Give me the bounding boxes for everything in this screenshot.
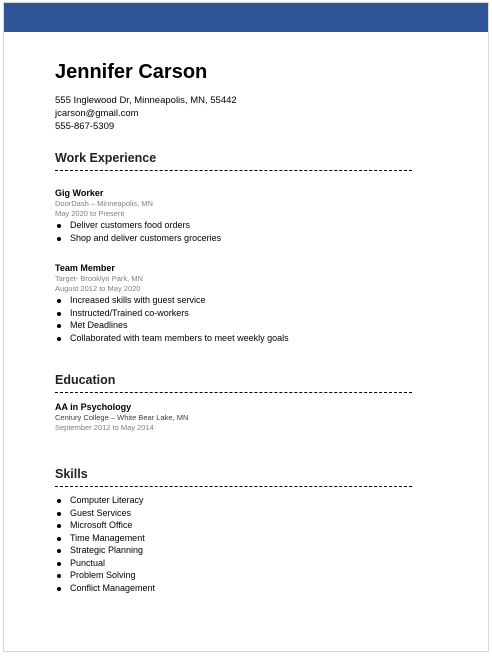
education-dates: September 2012 to May 2014 — [55, 423, 154, 432]
candidate-name: Jennifer Carson — [55, 61, 208, 83]
bullet-icon — [57, 562, 61, 566]
education-title: Education — [55, 373, 116, 387]
list-item — [55, 332, 289, 345]
skills-list-block — [55, 494, 155, 594]
duty-text: Instructed/Trained co-workers — [70, 307, 189, 318]
duty-text: Met Deadlines — [70, 320, 128, 330]
bullet-icon — [57, 224, 61, 228]
school-name: Century College – White Bear Lake, MN — [55, 413, 189, 422]
header-band — [4, 3, 488, 32]
skill-text: Conflict Management — [70, 582, 156, 593]
job-dates: August 2012 to May 2020 — [55, 284, 141, 293]
list-item — [55, 582, 155, 595]
education-section — [55, 373, 412, 393]
bullet-icon — [57, 237, 61, 241]
work-experience-title: Work Experience — [55, 151, 157, 165]
skill-text: Computer Literacy — [70, 495, 144, 505]
job-company: DoorDash – Minneapolis, MN — [55, 199, 153, 208]
bullet-icon — [57, 337, 61, 341]
job-title: Team Member — [55, 263, 115, 273]
bullet-icon — [57, 537, 61, 541]
section-divider — [55, 392, 412, 393]
bullet-icon — [57, 574, 61, 578]
list-item — [55, 319, 289, 332]
skill-text: Time Management — [70, 532, 145, 543]
duty-text: Deliver customers food orders — [70, 220, 191, 230]
duty-text: Shop and deliver customers groceries — [70, 232, 222, 243]
list-item — [55, 232, 221, 245]
list-item — [55, 294, 289, 307]
education-entry — [55, 402, 188, 433]
work-experience-section — [55, 151, 412, 171]
skill-text: Guest Services — [70, 507, 132, 518]
bullet-icon — [57, 524, 61, 528]
job-duties — [55, 294, 289, 344]
bullet-icon — [57, 299, 61, 303]
contact-phone: 555-867-5309 — [55, 121, 115, 132]
job-dates: May 2020 to Present — [55, 209, 125, 218]
list-item — [55, 569, 155, 582]
duty-text: Collaborated with team members to meet weekly goals — [70, 332, 289, 343]
skill-text: Problem Solving — [70, 570, 136, 580]
skills-title: Skills — [55, 467, 88, 481]
list-item — [55, 544, 155, 557]
section-divider — [55, 486, 412, 487]
job-entry — [55, 188, 221, 244]
bullet-icon — [57, 324, 61, 328]
bullet-icon — [57, 512, 61, 516]
job-entry — [55, 263, 289, 344]
job-company: Target- Brooklyn Park, MN — [55, 274, 143, 283]
bullet-icon — [57, 312, 61, 316]
list-item — [55, 532, 155, 545]
section-divider — [55, 170, 412, 171]
bullet-icon — [57, 587, 61, 591]
contact-email: jcarson@gmail.com — [55, 108, 139, 119]
bullet-icon — [57, 499, 61, 503]
job-duties — [55, 219, 221, 244]
bullet-icon — [57, 549, 61, 553]
skills-section — [55, 467, 412, 487]
list-item — [55, 557, 155, 570]
resume-header — [55, 60, 237, 133]
list-item — [55, 219, 221, 232]
list-item — [55, 494, 155, 507]
skills-list — [55, 494, 155, 594]
list-item — [55, 307, 289, 320]
duty-text: Increased skills with guest service — [70, 295, 206, 305]
skill-text: Strategic Planning — [70, 545, 144, 555]
list-item — [55, 519, 155, 532]
degree-title: AA in Psychology — [55, 402, 132, 412]
contact-address: 555 Inglewood Dr, Minneapolis, MN, 55442 — [55, 95, 237, 106]
skill-text: Microsoft Office — [70, 520, 133, 530]
skill-text: Punctual — [70, 557, 106, 568]
job-title: Gig Worker — [55, 188, 104, 198]
list-item — [55, 507, 155, 520]
